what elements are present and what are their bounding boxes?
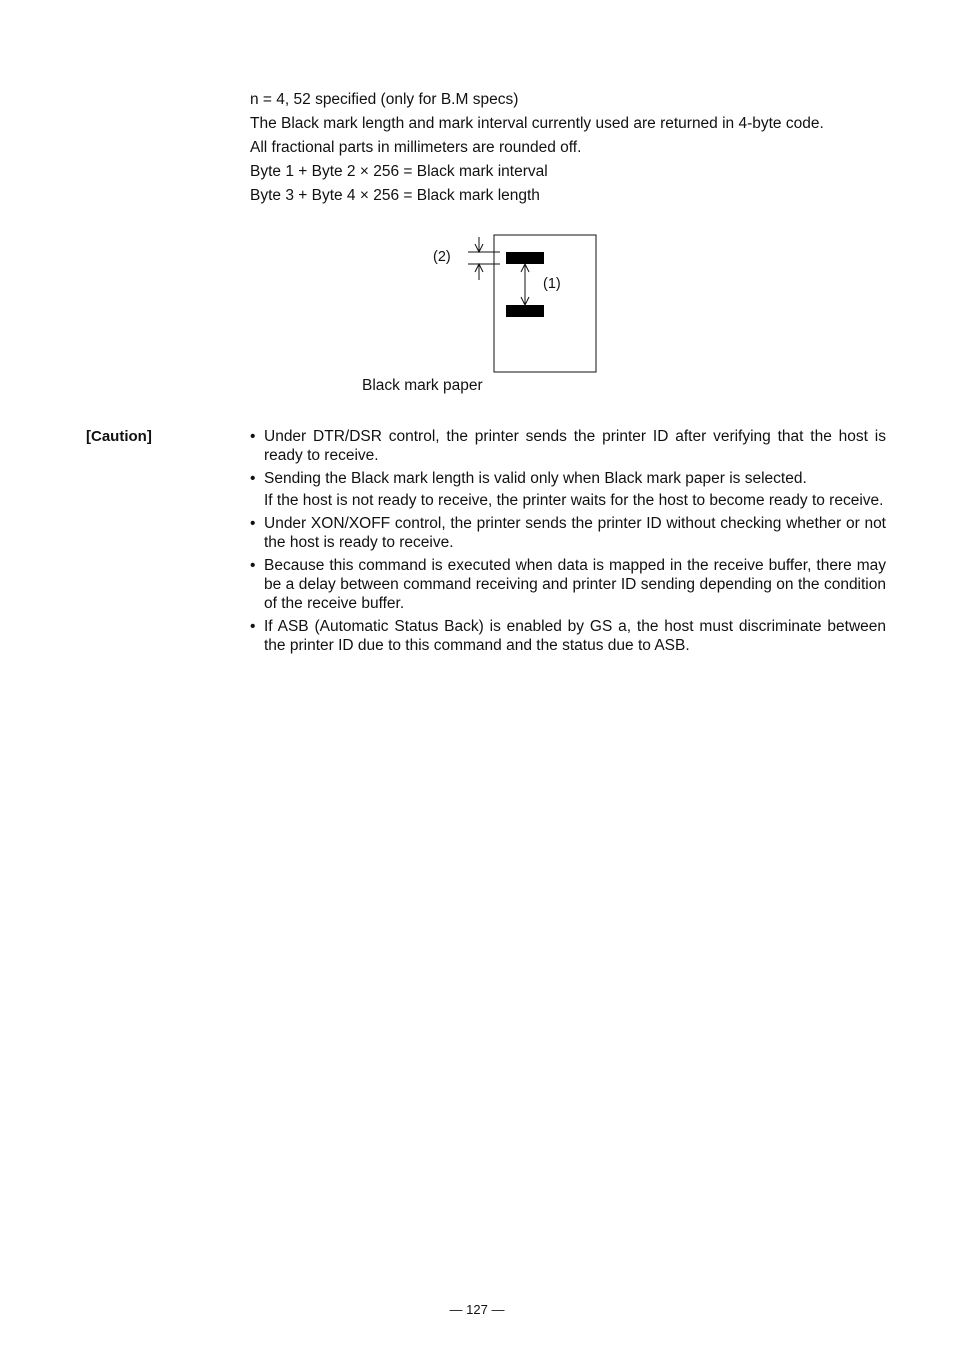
caution-item-black-mark-valid — [250, 469, 886, 488]
intro-text — [250, 88, 890, 208]
caution-item-text: Under DTR/DSR control, the printer sends the printer ID after verifying that the host is ready to receive. — [264, 428, 886, 464]
bullet: • — [250, 428, 256, 445]
page-number: — 127 — — [449, 1302, 505, 1317]
caution-item-text: Because this command is executed when data is mapped in the receive buffer, there may be a delay between command receiving and printer ID sending depending on the condition of the receive buffer. — [264, 557, 886, 612]
bullet: • — [250, 557, 256, 574]
caution-item-text: If ASB (Automatic Status Back) is enabled by GS a, the host must discriminate between the printer ID due to this command and the status due to ASB. — [264, 618, 886, 654]
label-mark-interval: (1) — [543, 276, 561, 292]
intro-line-parameter: n = 4, 52 specified (only for B.M specs) — [250, 91, 519, 108]
caution-item-text: Sending the Black mark length is valid only when Black mark paper is selected. — [264, 470, 807, 487]
intro-line-return-description: The Black mark length and mark interval currently used are returned in 4-byte code. — [250, 115, 824, 132]
caution-item-host-not-ready — [250, 491, 886, 510]
label-mark-length: (2) — [433, 249, 451, 265]
bullet: • — [250, 618, 256, 635]
bullet: • — [250, 470, 256, 487]
black-mark-bottom — [506, 305, 544, 317]
caution-item-asb — [250, 617, 886, 655]
caution-item-xon-xoff — [250, 514, 886, 552]
black-mark-figure — [300, 230, 620, 400]
caution-item-text: If the host is not ready to receive, the printer waits for the host to become ready to receive. — [264, 492, 884, 509]
bullet: • — [250, 515, 256, 532]
intro-line-interval-formula: Byte 1 + Byte 2 × 256 = Black mark interval — [250, 163, 548, 180]
caution-heading: [Caution] — [86, 428, 152, 445]
black-mark-diagram — [300, 230, 620, 400]
intro-line-rounding: All fractional parts in millimeters are rounded off. — [250, 139, 582, 156]
caution-item-dtr-dsr — [250, 427, 886, 465]
caution-item-receive-buffer — [250, 556, 886, 613]
caution-item-text: Under XON/XOFF control, the printer sends the printer ID without checking whether or not the host is ready to receive. — [264, 515, 886, 551]
intro-line-length-formula: Byte 3 + Byte 4 × 256 = Black mark length — [250, 187, 540, 204]
figure-caption: Black mark paper — [362, 377, 483, 394]
black-mark-top — [506, 252, 544, 264]
caution-list — [250, 427, 886, 659]
